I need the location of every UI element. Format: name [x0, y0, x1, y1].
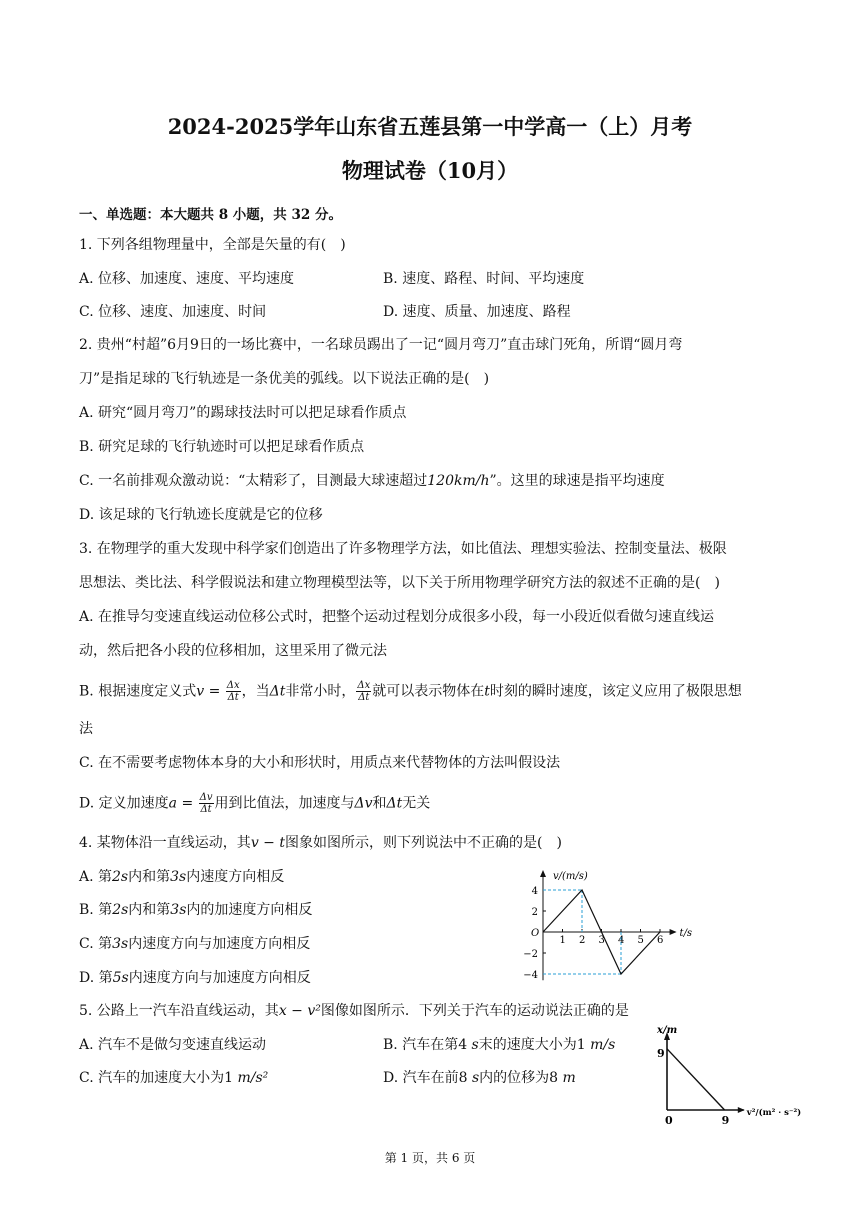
y-tick-label: 9 [657, 1046, 665, 1060]
question-1-option-b: B. 速度、路程、时间、平均速度 [383, 271, 585, 287]
x-tick-label: 1 [559, 935, 566, 946]
page-number: 第 1 页，共 6 页 [384, 1151, 476, 1165]
y-axis-arrow [540, 870, 546, 877]
x-tick-label: 4 [618, 935, 625, 946]
question-4-option-c: C. 第3s内速度方向与加速度方向相反 [79, 936, 311, 952]
x-tick-label: 5 [637, 935, 644, 946]
question-4-option-a: A. 第2s内和第3s内速度方向相反 [79, 869, 285, 885]
origin-label: 0 [665, 1114, 673, 1127]
x-axis-arrow [738, 1107, 745, 1113]
y-tick-label: 4 [531, 886, 538, 897]
x-tick-label: 6 [657, 935, 664, 946]
question-2-stem-line2: 刀”是指足球的飞行轨迹是一条优美的弧线。以下说法正确的是( ) [79, 371, 490, 387]
question-3-option-a-line1: A. 在推导匀变速直线运动位移公式时，把整个运动过程划分成很多小段，每一小段近似看做匀速直线运 [79, 609, 715, 625]
question-3-option-c: C. 在不需要考虑物体本身的大小和形状时，用质点来代替物体的方法叫假设法 [79, 755, 561, 771]
x-tick-label: 9 [721, 1114, 730, 1127]
y-axis-label: x/m [657, 1025, 678, 1036]
velocity-time-chart [525, 868, 705, 980]
delta-x-over-delta-t-fraction: $\frac{\Delta x}{\Delta t}$ [226, 680, 240, 703]
y-axis-label: v/(m/s) [553, 871, 588, 882]
question-3-option-b-line2: 法 [79, 721, 93, 737]
question-3-option-b-line1: B. 根据速度定义式v = $\frac{\Delta x}{\Delta t}$ ，当Δt非常小时， $\frac{\Delta x}{\Delta t}$ 就可以表示物体在t时刻的瞬时速度，该定义应用了极限思想 [79, 680, 742, 703]
x-tick-label: 3 [598, 935, 605, 946]
y-tick-label: 2 [531, 907, 538, 918]
question-5-stem: 5. 公路上一汽车沿直线运动，其x − v²图像如图所示．下列关于汽车的运动说法正确的是 [79, 1003, 629, 1019]
question-3-option-a-line2: 动，然后把各小段的位移相加，这里采用了微元法 [79, 643, 387, 659]
question-1-stem: 1. 下列各组物理量中，全部是矢量的有( ) [79, 237, 346, 253]
y-tick-label: −4 [523, 970, 538, 981]
question-4-option-d: D. 第5s内速度方向与加速度方向相反 [79, 970, 311, 986]
x-axis-arrow [670, 929, 677, 935]
question-5-option-a: A. 汽车不是做匀变速直线运动 [79, 1037, 267, 1053]
page-title: 2024-2025学年山东省五莲县第一中学高一（上）月考 [167, 114, 693, 139]
displacement-velocity-squared-chart [645, 1022, 815, 1130]
question-5-option-c: C. 汽车的加速度大小为1 m/s² [79, 1070, 269, 1086]
delta-x-over-delta-t-fraction: $\frac{\Delta x}{\Delta t}$ [357, 680, 371, 703]
question-1-option-d: D. 速度、质量、加速度、路程 [383, 304, 571, 320]
question-3-stem-line2: 思想法、类比法、科学假说法和建立物理模型法等，以下关于所用物理学研究方法的叙述不正确的是( ) [79, 575, 720, 591]
question-1-option-c: C. 位移、速度、加速度、时间 [79, 304, 267, 320]
delta-v-over-delta-t-fraction: $\frac{\Delta v}{\Delta t}$ [199, 792, 213, 815]
x-tick-label: 2 [579, 935, 586, 946]
question-3-option-d: D. 定义加速度a = $\frac{\Delta v}{\Delta t}$ 用到比值法，加速度与Δv和Δt无关 [79, 792, 431, 815]
series-line [667, 1049, 725, 1110]
question-5-option-b: B. 汽车在第4 s末的速度大小为1 m/s [383, 1037, 616, 1053]
question-2-option-b: B. 研究足球的飞行轨迹时可以把足球看作质点 [79, 439, 365, 455]
x-axis-label: t/s [679, 928, 693, 939]
question-2-option-c: C. 一名前排观众激动说：“太精彩了，目测最大球速超过120km/h”。这里的球速是指平均速度 [79, 473, 665, 489]
question-2-option-a: A. 研究“圆月弯刀”的踢球技法时可以把足球看作质点 [79, 405, 407, 421]
question-5-option-d: D. 汽车在前8 s内的位移为8 m [383, 1070, 576, 1086]
question-2-option-d: D. 该足球的飞行轨迹长度就是它的位移 [79, 507, 323, 523]
question-4-option-b: B. 第2s内和第3s内的加速度方向相反 [79, 902, 313, 918]
x-axis-label: v²/(m² · s⁻²) [746, 1108, 802, 1118]
question-3-stem-line1: 3. 在物理学的重大发现中科学家们创造出了许多物理学方法，如比值法、理想实验法、控制变量法、极限 [79, 541, 727, 557]
page-subtitle: 物理试卷（10月） [341, 158, 519, 183]
y-tick-label: −2 [523, 949, 538, 960]
section-heading: 一、单选题：本大题共 8 小题，共 32 分。 [79, 207, 342, 223]
origin-label: O [531, 928, 540, 939]
question-1-option-a: A. 位移、加速度、速度、平均速度 [79, 271, 295, 287]
question-4-stem: 4. 某物体沿一直线运动，其v − t图象如图所示，则下列说法中不正确的是( ) [79, 835, 562, 851]
question-2-stem-line1: 2. 贵州“村超”6月9日的一场比赛中，一名球员踢出了一记“圆月弯刀”直击球门死角，所谓“圆月弯 [79, 337, 683, 353]
